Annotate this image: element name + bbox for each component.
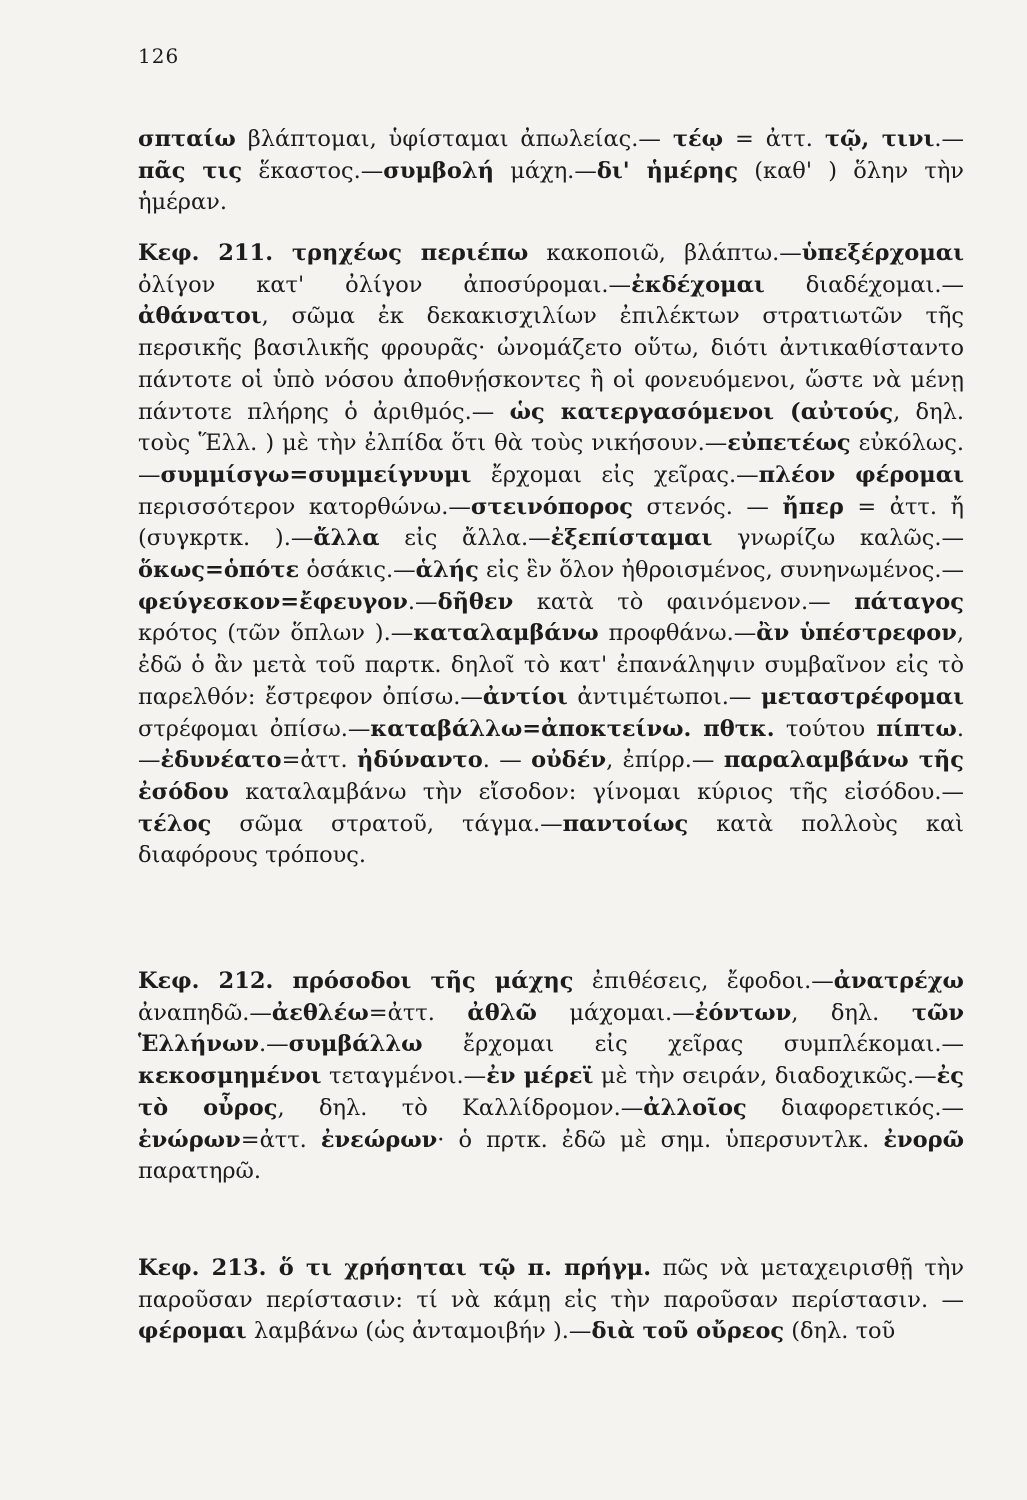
lemma-term: πᾶς τις [138, 157, 243, 184]
lemma-term: ἤπερ [782, 493, 844, 520]
lemma-term: ἠδύναντο [357, 747, 483, 774]
lemma-term: συμμίσγω=συμμείγνυμι [160, 461, 472, 488]
lemma-term: πάταγος [854, 588, 964, 615]
lemma-term: συμβολή [383, 157, 495, 184]
gloss-text: ὁσάκις.— [299, 557, 416, 584]
lemma-term: τῶν Ἑλλήνων [138, 999, 964, 1058]
lemma-term: ἐνώρων [138, 1126, 241, 1153]
paragraph-kef-213 [138, 1253, 964, 1348]
lemma-term: ἄλλα [313, 525, 380, 552]
gloss-text: ἔρχομαι εἰς χεῖρας συμπλέκομαι.— [422, 1031, 964, 1058]
gloss-text: βλάπτομαι, ὑφίσταμαι ἀπωλείας.— [235, 126, 673, 152]
gloss-text: κατὰ τὸ φαινόμενον.— [513, 588, 855, 615]
lemma-term: παραλαμβάνω τῆς ἐσόδου [138, 747, 964, 805]
lemma-term: ἀντίοι [482, 683, 568, 710]
gloss-text: ἐπιθέσεις, ἔφοδοι.— [573, 968, 834, 994]
lemma-term: φέρομαι [138, 1318, 247, 1345]
gloss-text: (δηλ. τοῦ [784, 1318, 896, 1345]
lemma-term: ἀεθλέω [271, 999, 369, 1026]
paragraph-1 [138, 124, 964, 219]
gloss-text: μάχη.— [494, 157, 597, 184]
lemma-term: δῆθεν [437, 588, 514, 615]
gloss-text: εἰς ἓν ὅλον ἠθροισμένος, συνηνωμένος.— [478, 557, 964, 584]
gloss-text: γνωρίζω καλῶς.— [712, 525, 964, 552]
gloss-text: τεταγμένοι.— [321, 1063, 487, 1090]
lemma-term: ἐξεπίσταμαι [550, 525, 713, 552]
gloss-text: ἀναπηδῶ.— [138, 999, 272, 1026]
lemma-term: κεκοσμημένοι [138, 1063, 322, 1090]
gloss-text: , δηλ. τοὺς Ἕλλ. ) μὲ τὴν ἐλπίδα ὅτι θὰ τοὺς νικήσουν.— [138, 398, 964, 457]
gloss-text: , σῶμα ἐκ δεκακισχιλίων ἐπιλέκτων στρατιωτῶν τῆς περσικῆς βασιλικῆς φρουρᾶς· ὠνομάζετο οὕτω, διότι ἀντικαθίσταντο πάντοτε οἱ ὑπὸ νόσου ἀποθνῄσκοντες ἢ οἱ φονευόμενοι, ὥστε νὰ μένῃ πάντοτε πλήρης ὁ ἀριθμός.— [138, 303, 964, 425]
gloss-text: = ἀττ. [723, 126, 825, 152]
lemma-term: ὅκως=ὁπότε [138, 557, 300, 584]
lemma-term: μεταστρέφομαι [760, 683, 964, 710]
gloss-text: μὲ τὴν σειράν, διαδοχικῶς.— [593, 1063, 937, 1090]
lemma-term: στεινόπορος [470, 493, 633, 520]
lemma-term: ὡς κατεργασόμενοι (αὐτούς [509, 398, 894, 425]
lemma-term: σπταίω [138, 126, 236, 152]
gloss-text: ἕκαστος.— [242, 157, 384, 184]
gloss-text: =ἀττ. [368, 999, 468, 1026]
gloss-text: τούτου [774, 715, 877, 742]
gloss-text: κρότος (τῶν ὅπλων ).— [138, 620, 414, 647]
lemma-term: τέῳ [672, 126, 724, 152]
gloss-text: εὐκόλως. — [138, 430, 964, 488]
gloss-text: , δηλ. [791, 999, 912, 1026]
gloss-text: διαφορετικός.— [746, 1094, 964, 1121]
gloss-text: στενός. — [632, 493, 783, 520]
gloss-text: κακοποιῶ, βλάπτω.— [528, 240, 802, 266]
lemma-term: ὑπεξέρχομαι [801, 240, 964, 266]
lemma-term: ἁλής [415, 557, 479, 584]
lemma-term: ἀθλῶ [467, 999, 537, 1026]
page-number: 126 [138, 44, 180, 68]
gloss-text: .— [934, 126, 964, 152]
gloss-text: καταλαμβάνω τὴν εἴσοδον: γίνομαι κύριος τῆς εἰσόδου.— [228, 778, 964, 805]
lemma-term: ἐόντων [694, 999, 792, 1026]
lemma-term: καταβάλλω=ἀποκτείνω. πθτκ. [370, 715, 775, 742]
lemma-term: διὰ τοῦ οὔρεος [591, 1318, 785, 1345]
lemma-term: ἐκδέχομαι [631, 271, 765, 298]
gloss-text: μάχομαι.— [536, 999, 695, 1026]
lemma-term: συμβάλλω [288, 1031, 423, 1058]
gloss-text: ἔρχομαι εἰς χεῖρας.— [471, 461, 759, 488]
gloss-text: λαμβάνω (ὡς ἀνταμοιβήν ).— [246, 1318, 592, 1345]
gloss-text: , ἐδῶ ὁ ἂν μετὰ τοῦ παρτκ. δηλοῖ τὸ κατ' ἐπανάληψιν συμβαῖνον εἰς τὸ παρελθόν: ἔστρεφον ὀπίσω.— [138, 620, 964, 710]
gloss-text: . — [482, 747, 532, 774]
lemma-term: τῷ, τινι [824, 126, 935, 152]
gloss-text: διαδέχομαι.— [764, 271, 964, 298]
gloss-text: .— [138, 715, 965, 774]
gloss-text: ὀλίγον κατ' ὀλίγον ἀποσύρομαι.— [138, 271, 632, 298]
lemma-term: ἐν μέρεϊ [486, 1063, 594, 1090]
gloss-text: (καθ' ) ὅλην τὴν ἡμέραν. [138, 157, 964, 216]
gloss-text: προφθάνω.— [598, 620, 757, 647]
lemma-term: ἐδυνέατο [160, 747, 282, 774]
gloss-text: κατὰ πολλοὺς καὶ διαφόρους τρόπους. [138, 810, 964, 869]
paragraph-kef-212 [138, 966, 964, 1188]
gloss-text: στρέφομαι ὀπίσω.— [138, 715, 371, 742]
lemma-term: ἀνατρέχω [833, 968, 964, 994]
lemma-term: ἐς τὸ οὖρος [138, 1063, 964, 1121]
lemma-term: πίπτω [876, 715, 957, 742]
lemma-term: Κεφ. 211. τρηχέως περιέπω [138, 240, 529, 266]
lemma-term: οὐδέν [531, 747, 607, 774]
lemma-term: ἂν ὑπέστρεφον [756, 620, 957, 647]
lemma-term: Κεφ. 213. ὅ τι χρήσηται τῷ π. πρήγμ. [138, 1255, 652, 1281]
gloss-text: · ὁ πρτκ. ἐδῶ μὲ σημ. ὑπερσυντλκ. [437, 1126, 884, 1153]
gloss-text: εἰς ἄλλα.— [379, 525, 551, 552]
gloss-text: , ἐπίρρ.— [606, 747, 724, 774]
lemma-term: εὐπετέως [727, 430, 851, 457]
lemma-term: τέλος [138, 810, 212, 837]
lemma-term: ἐνεώρων [320, 1126, 438, 1153]
gloss-text: πῶς νὰ μεταχειρισθῇ τὴν παροῦσαν περίστασιν: τί νὰ κάμῃ εἰς τὴν παροῦσαν περίστασιν. — [138, 1255, 964, 1313]
gloss-text: =ἀττ. [240, 1126, 321, 1153]
gloss-text: , δηλ. τὸ Καλλίδρομον.— [277, 1094, 644, 1121]
lemma-term: ἀλλοῖος [643, 1094, 747, 1121]
lemma-term: ἐνορῶ [883, 1126, 964, 1153]
gloss-text: ἀντιμέτωποι.— [567, 683, 761, 710]
gloss-text: .— [407, 588, 438, 615]
lemma-term: φεύγεσκον=ἔφευγον [138, 588, 408, 615]
lemma-term: δι' ἡμέρης [596, 157, 739, 184]
gloss-text: .— [259, 1031, 289, 1058]
gloss-text: σῶμα στρατοῦ, τάγμα.— [211, 810, 563, 837]
gloss-text: =ἀττ. [281, 747, 358, 774]
gloss-text: περισσότερον κατορθώνω.— [138, 493, 471, 520]
lemma-term: πλέον φέρομαι [758, 461, 964, 488]
lemma-term: καταλαμβάνω [413, 620, 599, 647]
paragraph-kef-211 [138, 238, 964, 872]
lemma-term: Κεφ. 212. πρόσοδοι τῆς μάχης [138, 968, 574, 994]
gloss-text: = ἀττ. ἤ (συγκρτκ. ).— [138, 493, 964, 552]
gloss-text: παρατηρῶ. [138, 1158, 262, 1185]
lemma-term: παντοίως [562, 810, 689, 837]
lemma-term: ἀθάνατοι [138, 303, 262, 330]
